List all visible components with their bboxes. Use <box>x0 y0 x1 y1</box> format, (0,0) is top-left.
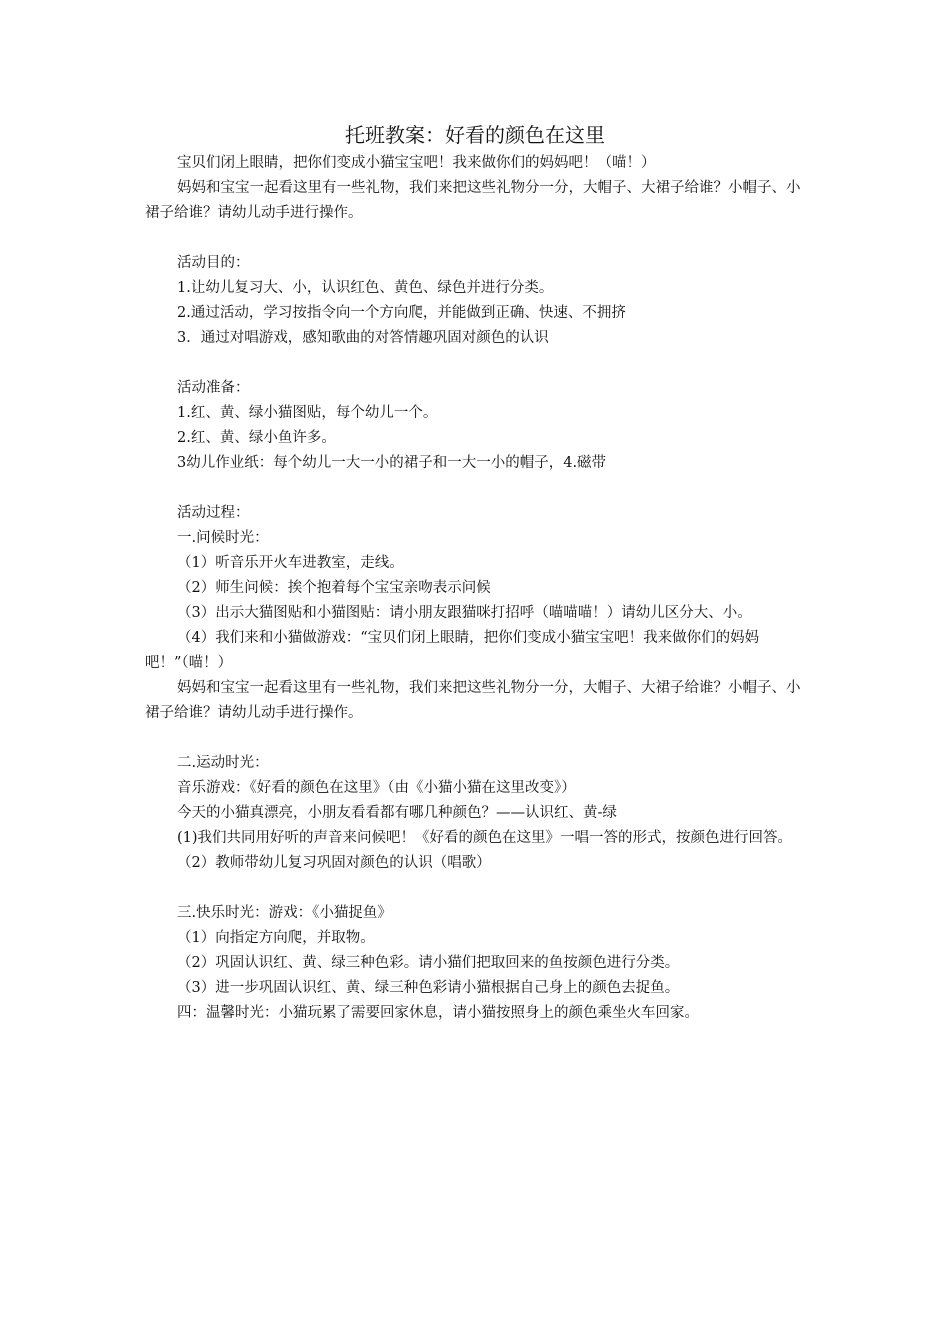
section-item: （3）进一步巩固认识红、黄、绿三种色彩请小猫根据自己身上的颜色去捉鱼。 <box>177 980 680 996</box>
paragraph-gap <box>145 351 809 376</box>
section-item: 今天的小猫真漂亮，小朋友看看都有哪几种颜色？——认识红、黄-绿 <box>177 805 617 821</box>
goal-item: 2.通过活动，学习按指令向一个方向爬，并能做到正确、快速、不拥挤 <box>177 305 626 321</box>
section-heading: 三.快乐时光：游戏：《小猫捉鱼》 <box>177 905 392 921</box>
prep-item: 1.红、黄、绿小猫图贴，每个幼儿一个。 <box>177 405 438 421</box>
intro-paragraph: 妈妈和宝宝一起看这里有一些礼物，我们来把这些礼物分一分，大帽子、大裙子给谁？小帽子、小裙子给谁？请幼儿动手进行操作。 <box>145 180 801 221</box>
goal-item: 1.让幼儿复习大、小，认识红色、黄色、绿色并进行分类。 <box>177 280 554 296</box>
section-heading: 二.运动时光： <box>177 755 269 771</box>
section-item: 妈妈和宝宝一起看这里有一些礼物，我们来把这些礼物分一分，大帽子、大裙子给谁？小帽子、小裙子给谁？请幼儿动手进行操作。 <box>145 680 801 721</box>
paragraph-gap <box>145 726 809 751</box>
section-item: （2）教师带幼儿复习巩固对颜色的认识（唱歌） <box>177 855 491 871</box>
process-heading: 活动过程： <box>177 505 250 521</box>
section-item: （4）我们来和小猫做游戏：“宝贝们闭上眼睛，把你们变成小猫宝宝吧！我来做你们的妈妈吧！”（喵！） <box>145 630 760 671</box>
paragraph-gap <box>145 876 809 901</box>
section-item: （1）向指定方向爬，并取物。 <box>177 930 375 946</box>
intro-paragraph: 宝贝们闭上眼睛，把你们变成小猫宝宝吧！我来做你们的妈妈吧！（喵！） <box>177 155 656 171</box>
prep-heading: 活动准备： <box>177 380 250 396</box>
section-item: （3）出示大猫图贴和小猫图贴：请小朋友跟猫咪打招呼（喵喵喵！）请幼儿区分大、小。 <box>177 605 752 621</box>
paragraph-gap <box>145 226 809 251</box>
goal-item: 3．通过对唱游戏，感知歌曲的对答情趣巩固对颜色的认识 <box>177 330 549 346</box>
section-item: （2）师生问候：挨个抱着每个宝宝亲吻表示问候 <box>177 580 491 596</box>
section-item: （1）听音乐开火车进教室，走线。 <box>177 555 404 571</box>
prep-item: 3幼儿作业纸：每个幼儿一大一小的裙子和一大一小的帽子，4.磁带 <box>177 455 607 471</box>
section-item: 四：温馨时光：小猫玩累了需要回家休息，请小猫按照身上的颜色乘坐火车回家。 <box>177 1005 699 1021</box>
section-heading: 一.问候时光： <box>177 530 269 546</box>
document-title: 托班教案：好看的颜色在这里 <box>345 123 605 147</box>
prep-item: 2.红、黄、绿小鱼许多。 <box>177 430 336 446</box>
document-body <box>145 151 809 1026</box>
goals-heading: 活动目的： <box>177 255 250 271</box>
paragraph-gap <box>145 476 809 501</box>
section-item: （2）巩固认识红、黄、绿三种色彩。请小猫们把取回来的鱼按颜色进行分类。 <box>177 955 680 971</box>
section-item: 音乐游戏：《好看的颜色在这里》（由《小猫小猫在这里改变》） <box>177 780 576 796</box>
section-item: (1)我们共同用好听的声音来问候吧！《好看的颜色在这里》一唱一答的形式，按颜色进行回答。 <box>177 830 793 846</box>
